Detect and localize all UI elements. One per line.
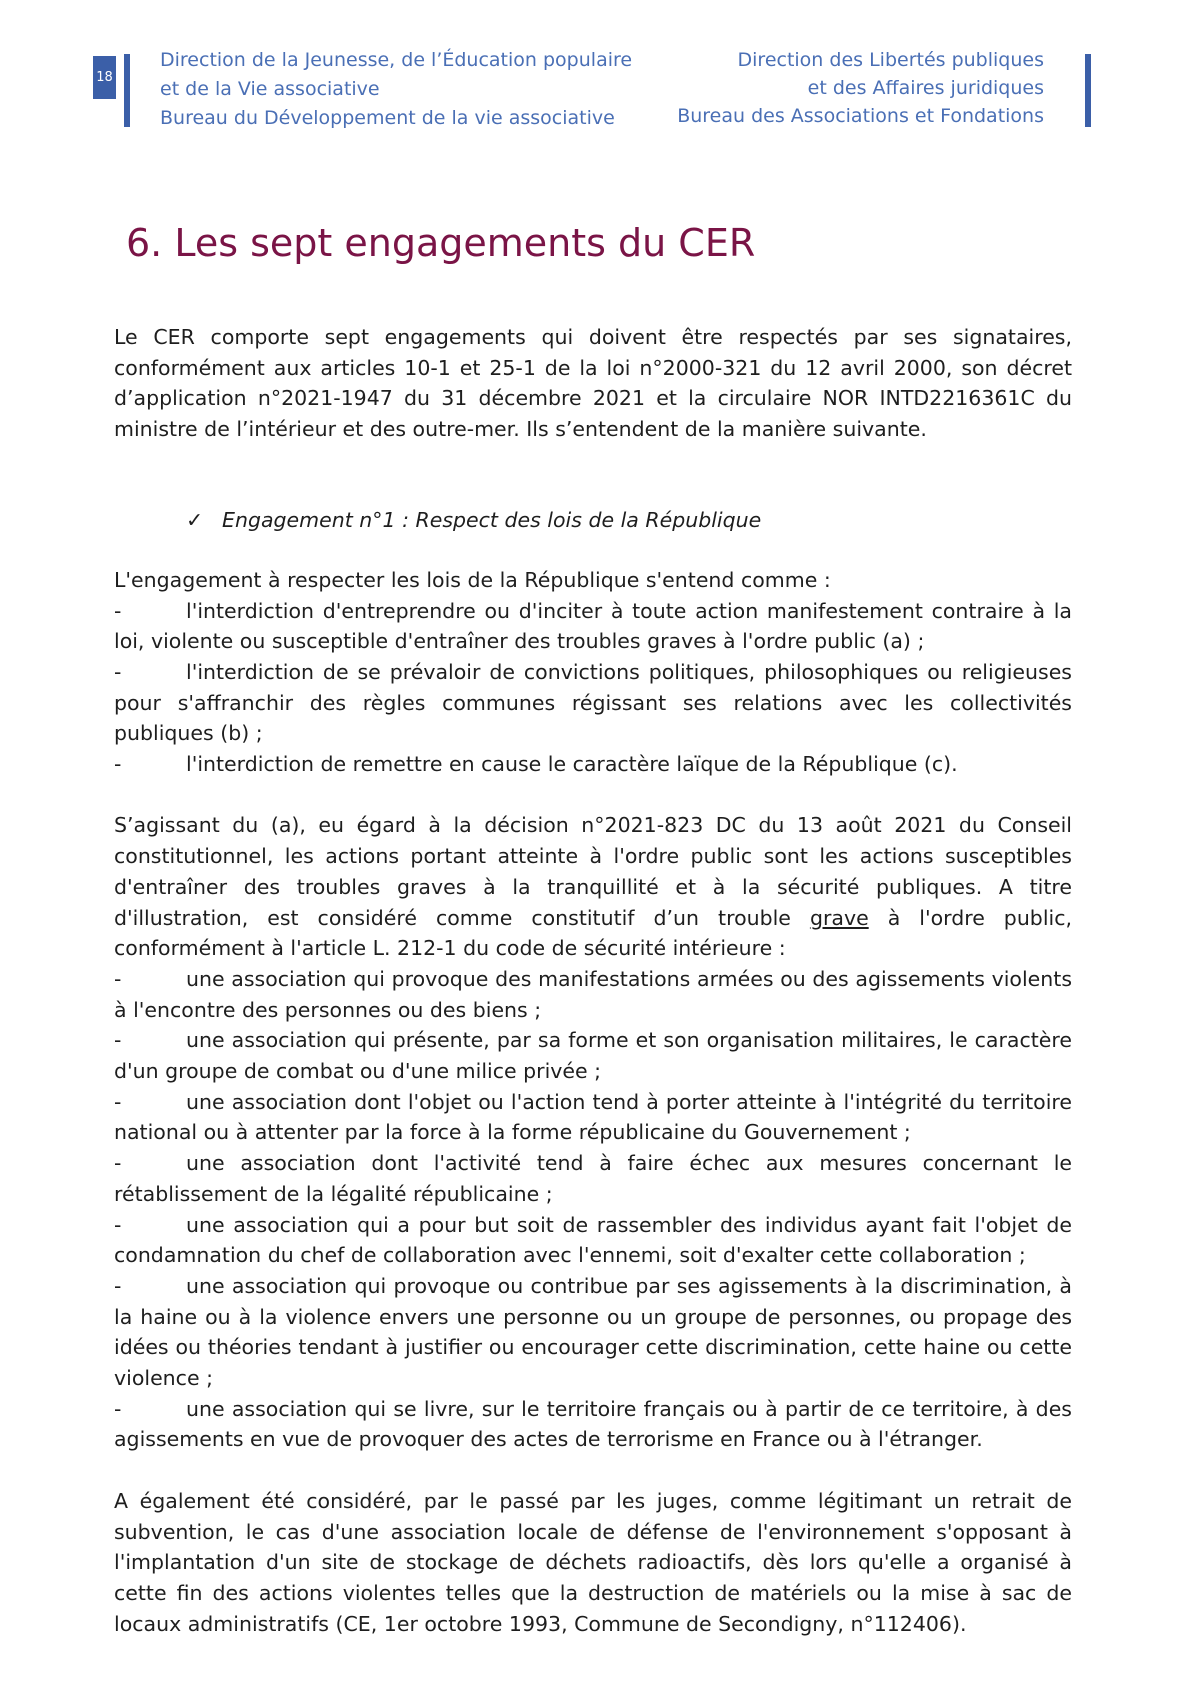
engagement-heading: [114, 505, 1072, 535]
list-item: - une association dont l'activité tend à faire échec aux mesures concernant le rétablissement de la légalité républicaine ;: [114, 1151, 1072, 1206]
list-item: - une association qui provoque ou contribue par ses agissements à la discrimination, à la haine ou à la violence envers une personne ou un groupe de personnes, ou propage des idées ou théories tendant à justifier ou encourager cette discrimination, cette haine ou cette violence ;: [114, 1273, 1072, 1391]
header-left: [160, 46, 680, 133]
header-left-line-1: Direction de la Jeunesse, de l’Éducation populaire: [160, 49, 633, 71]
header-right: [640, 46, 1044, 130]
list-item: - l'interdiction de remettre en cause le caractère laïque de la République (c).: [114, 752, 958, 777]
header-right-line-3: Bureau des Associations et Fondations: [677, 105, 1044, 127]
page-title: 6. Les sept engagements du CER: [126, 221, 756, 265]
header-left-line-2: et de la Vie associative: [160, 78, 380, 100]
header-right-line-2: et des Affaires juridiques: [807, 77, 1044, 99]
list-item: - l'interdiction de se prévaloir de convictions politiques, philosophiques ou religieuses pour s'affranchir des règles communes régissant ses relations avec les collectivités publiques (b) ;: [114, 659, 1072, 746]
header-right-bar: [1085, 54, 1091, 127]
section2-lead: S’agissant du (a), eu égard à la décision n°2021-823 DC du 13 août 2021 du Conseil constitutionnel, les actions portant atteinte à l'ordre public sont les actions susceptibles d'entraîner des troubles graves à la tranquillité et à la sécurité publiques. A titre d'illustration, est considéré comme constitutif d’un trouble grave à l'ordre public, conformément à l'article L. 212-1 du code de sécurité intérieure :: [114, 813, 1073, 961]
engagement-label: Engagement n°1 : Respect des lois de la République: [222, 507, 762, 532]
intro-paragraph: Le CER comporte sept engagements qui doivent être respectés par ses signataires, conformément aux articles 10-1 et 25-1 de la loi n°2000-321 du 12 avril 2000, son décret d’application n°2021-1947 du 31 décembre 2021 et la circulaire NOR INTD2216361C du ministre de l’intérieur et des outre-mer. Ils s’entendent de la manière suivante.: [114, 325, 1072, 442]
list-item: - une association dont l'objet ou l'action tend à porter atteinte à l'intégrité du territoire national ou à attenter par la force à la forme républicaine du Gouvernement ;: [114, 1089, 1072, 1145]
list-item: - une association qui a pour but soit de rassembler des individus ayant fait l'objet de condamnation du chef de collaboration avec l'ennemi, soit d'exalter cette collaboration ;: [114, 1212, 1072, 1268]
list-item: - une association qui se livre, sur le territoire français ou à partir de ce territoire, à des agissements en vue de provoquer des actes de terrorisme en France ou à l'étranger.: [114, 1396, 1072, 1452]
header-right-line-1: Direction des Libertés publiques: [737, 49, 1044, 71]
header-left-bar: [124, 54, 130, 127]
document-body: [114, 322, 1072, 1639]
closing-paragraph: A également été considéré, par le passé par les juges, comme légitimant un retrait de subvention, le cas d'une association locale de défense de l'environnement s'opposant à l'implantation d'un site de stockage de déchets radioactifs, dès lors qu'elle a organisé à cette fin des actions violentes telles que la destruction de matériels ou la mise à sac de locaux administratifs (CE, 1er octobre 1993, Commune de Secondigny, n°112406).: [114, 1488, 1072, 1636]
underlined-word: grave: [809, 905, 869, 930]
header-left-line-3: Bureau du Développement de la vie associative: [160, 107, 615, 129]
list-item: - une association qui présente, par sa forme et son organisation militaires, le caractère d'un groupe de combat ou d'une milice privée ;: [114, 1028, 1072, 1084]
checkmark-icon: ✓: [186, 507, 204, 532]
page-number: 18: [93, 56, 116, 99]
section1-lead: L'engagement à respecter les lois de la République s'entend comme :: [114, 567, 831, 592]
list-item: - l'interdiction d'entreprendre ou d'inciter à toute action manifestement contraire à la loi, violente ou susceptible d'entraîner des troubles graves à l'ordre public (a) ;: [114, 598, 1072, 654]
list-item: - une association qui provoque des manifestations armées ou des agissements violents à l'encontre des personnes ou des biens ;: [114, 966, 1072, 1022]
